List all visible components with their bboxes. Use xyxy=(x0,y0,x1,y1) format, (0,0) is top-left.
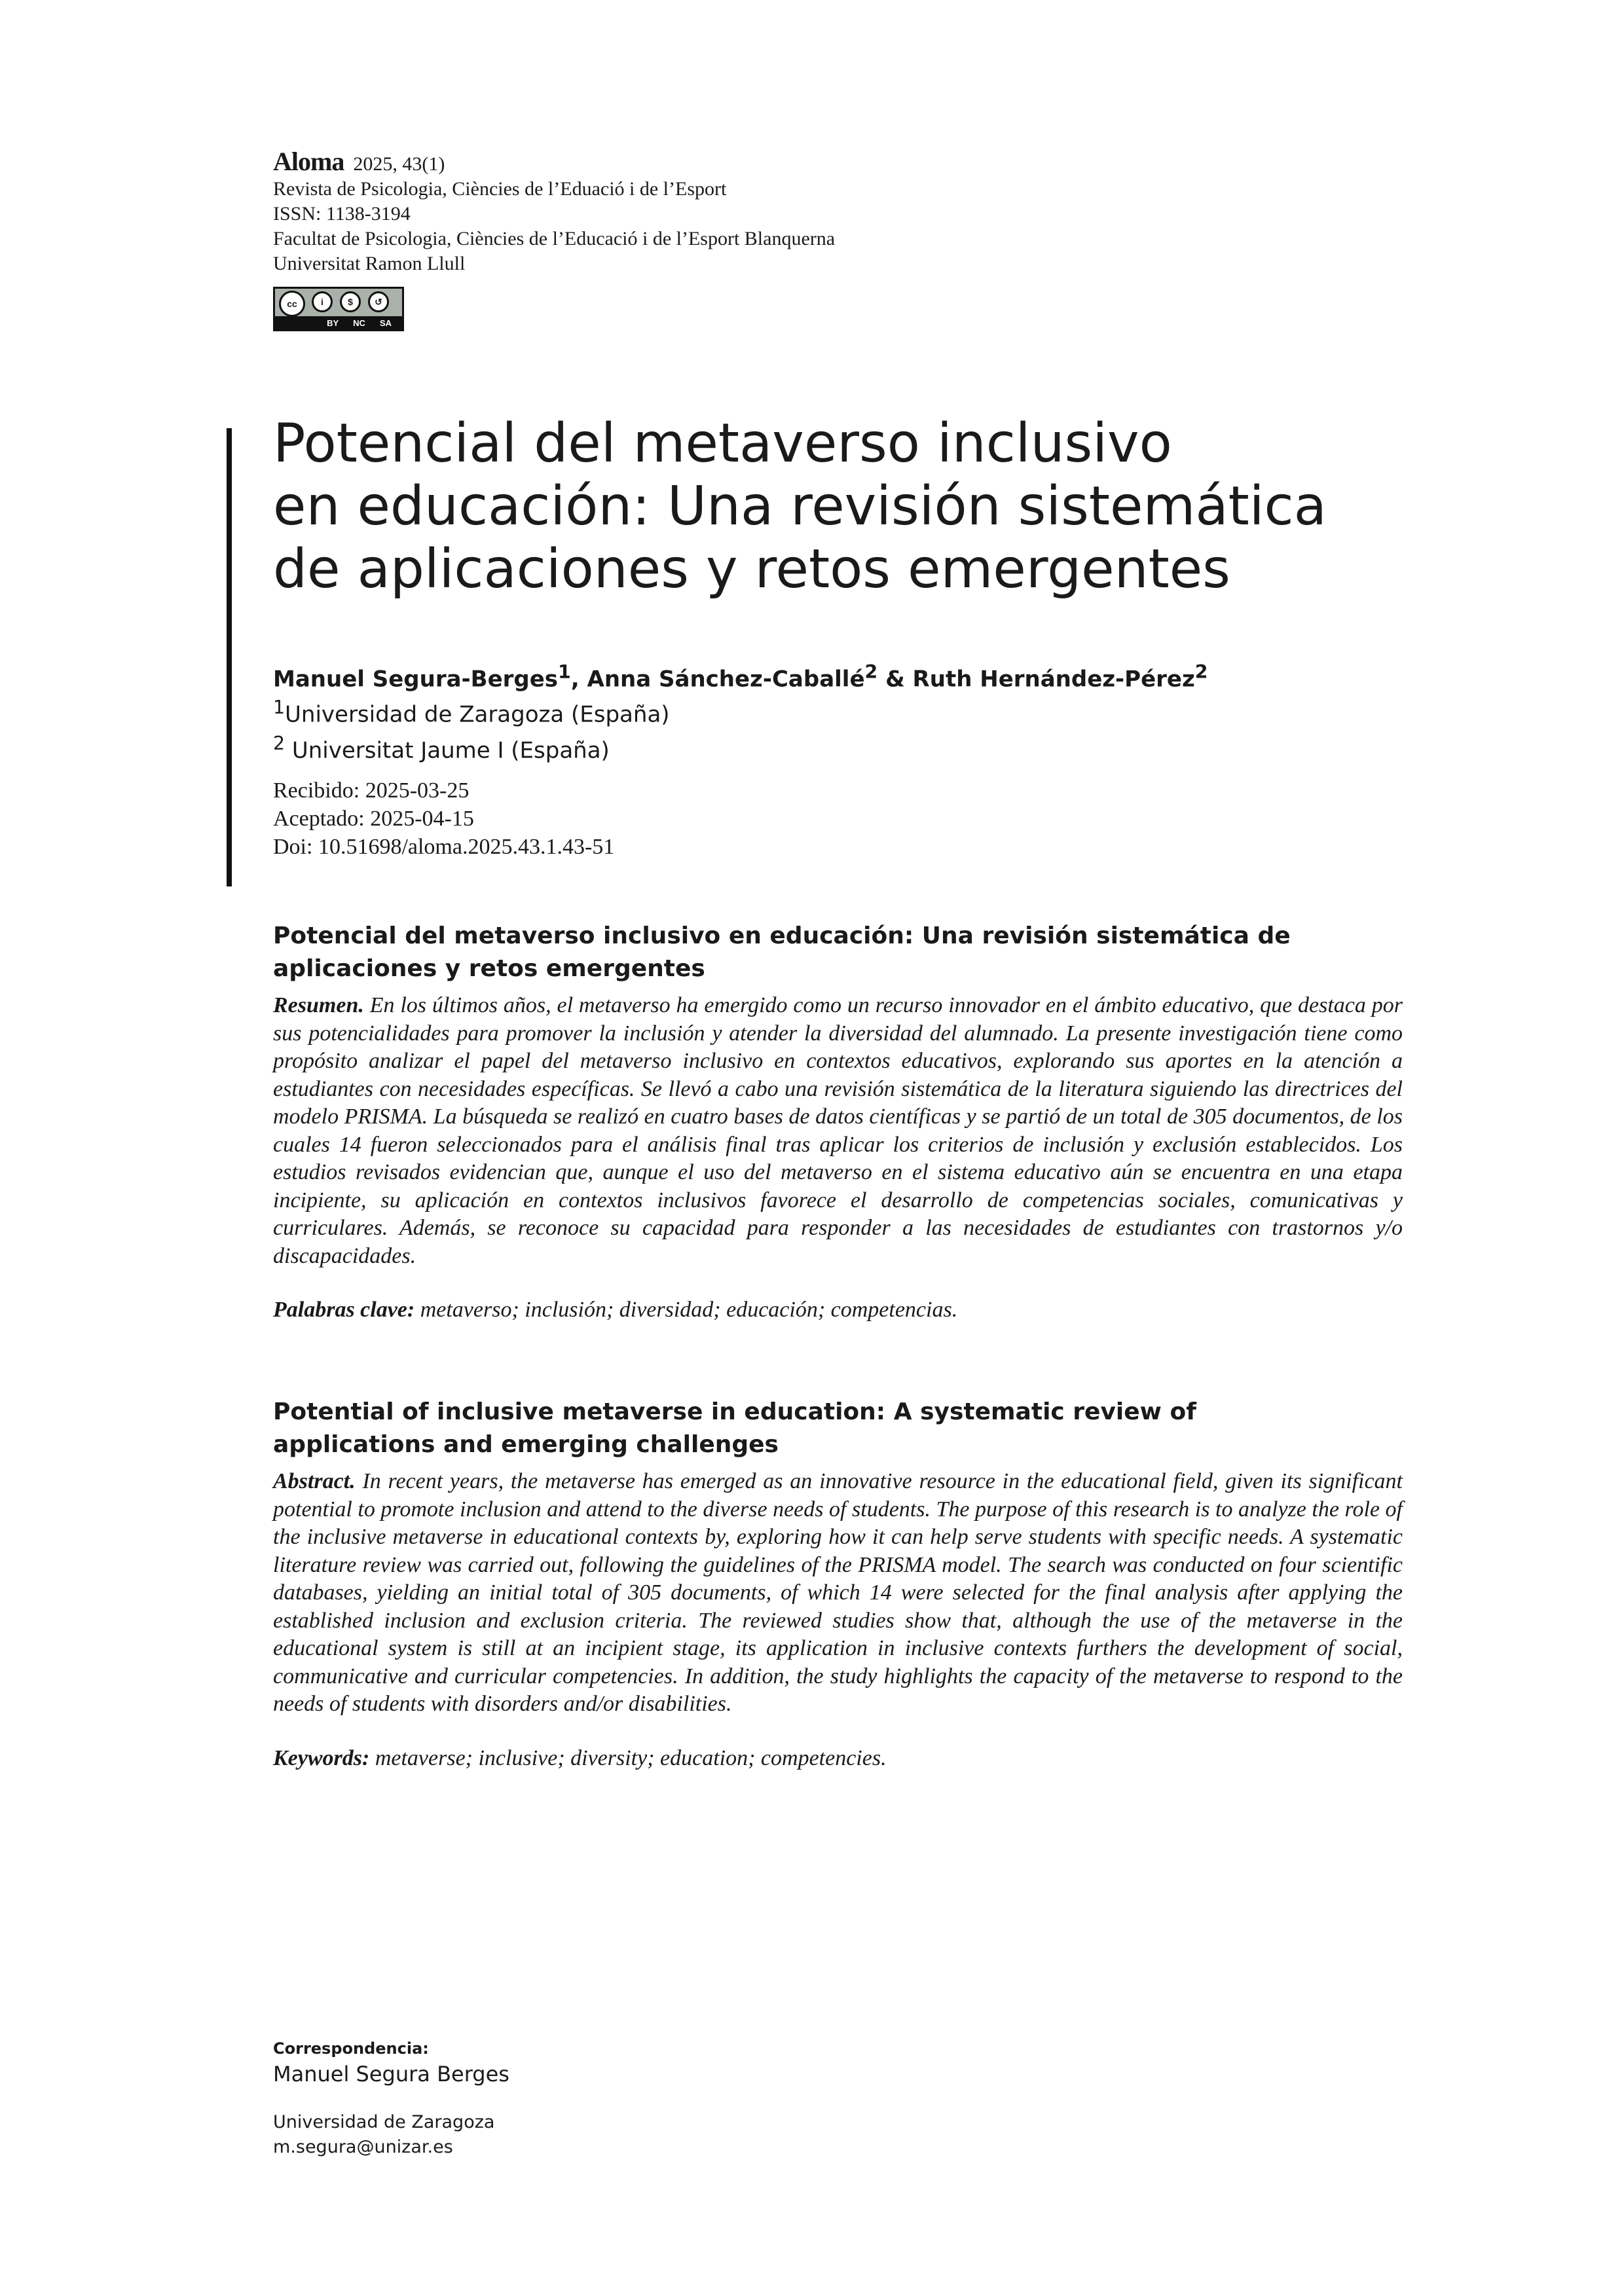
sa-icon: ↺ xyxy=(368,291,389,312)
keywords-label: Palabras clave: xyxy=(273,1298,415,1322)
author: , Anna Sánchez-Caballé xyxy=(570,666,865,693)
affil-text: Universidad de Zaragoza (España) xyxy=(285,701,670,728)
cc-icon: cc xyxy=(279,291,305,317)
article-title xyxy=(273,412,1517,601)
title-line: en educación: Una revisión sistemática xyxy=(273,475,1327,538)
correspondence-name: Manuel Segura Berges xyxy=(273,2062,509,2086)
author: Manuel Segura-Berges xyxy=(273,666,559,693)
correspondence-label: Correspondencia: xyxy=(273,2039,429,2058)
keywords-text: metaverse; inclusive; diversity; education; competencies. xyxy=(369,1745,887,1770)
nc-icon: $ xyxy=(340,291,361,312)
author: & Ruth Hernández-Pérez xyxy=(877,666,1195,693)
affil-mark: 1 xyxy=(273,697,286,719)
affil-mark: 2 xyxy=(864,661,878,683)
keywords-text: metaverso; inclusión; diversidad; educación; competencias. xyxy=(415,1298,958,1322)
correspondence xyxy=(273,2039,509,2160)
journal-issue: 2025, 43(1) xyxy=(353,153,445,175)
title-line: Potencial del metaverso inclusivo xyxy=(273,412,1172,475)
title-line: de aplicaciones y retos emergentes xyxy=(273,538,1230,600)
affiliation-1 xyxy=(273,693,1208,729)
title-rule xyxy=(227,428,232,886)
doi[interactable]: Doi: 10.51698/aloma.2025.43.1.43-51 xyxy=(273,835,615,859)
resumen-text: En los últimos años, el metaverso ha emergido como un recurso innovador en el ámbito educativo, que destaca por sus potencialidades para promover la inclusión y atender la diversidad del alumnado. La presente investigación tiene como propósito analizar el papel del metaverso inclusivo en contextos educativos, explorando sus aportes en la atención a estudiantes con necesidades específicas. Se llevó a cabo una revisión sistemática de la literatura siguiendo las directrices del modelo PRISMA. La búsqueda se realizó en cuatro bases de datos científicas y se partió de un total de 305 documentos, de los cuales 14 fueron seleccionados para el análisis final tras aplicar los criterios de inclusión y exclusión establecidos. Los estudios revisados evidencian que, aunque el uso del metaverso en el sistema educativo aún se encuentra en una etapa incipiente, su aplicación en contextos inclusivos favorece el desarrollo de competencias sociales, comunicativas y curriculares. Además, se reconoce su capacidad para responder a las necesidades de estudiantes con trastornos y/o discapacidades. xyxy=(273,993,1403,1268)
correspondence-email[interactable]: m.segura@unizar.es xyxy=(273,2137,453,2157)
journal-logo: Aloma xyxy=(273,147,344,176)
correspondence-institution: Universidad de Zaragoza xyxy=(273,2112,495,2132)
abstract-text: In recent years, the metaverse has emerged as an innovative resource in the educational field, given its significant potential to promote inclusion and attend to the diverse needs of students. The purpose of this research is to analyze the role of the inclusive metaverse in educational contexts by, exploring how it can help serve students with specific needs. A systematic literature review was carried out, following the guidelines of the PRISMA model. The search was conducted on four scientific databases, yielding an initial total of 305 documents, of which 14 were selected for the final analysis after applying the established inclusion and exclusion criteria. The reviewed studies show that, although the use of the metaverse in the educational system is still at an incipient stage, its application in inclusive contexts furthers the development of social, communicative and curricular competencies. In addition, the study highlights the capacity of the metaverse to respond to the needs of students with disorders and/or disabilities. xyxy=(273,1469,1403,1716)
spanish-abstract xyxy=(273,920,1403,1322)
english-title: Potential of inclusive metaverse in education: A systematic review of applications and emerging challenges xyxy=(273,1398,1196,1458)
abstract-label: Abstract. xyxy=(273,1469,356,1493)
dates-block xyxy=(273,776,614,861)
affil-mark: 2 xyxy=(273,732,286,754)
received-date: Recibido: 2025-03-25 xyxy=(273,778,470,803)
by-icon: i xyxy=(312,291,333,312)
keywords-label: Keywords: xyxy=(273,1745,370,1770)
english-abstract xyxy=(273,1396,1403,1771)
faculty: Facultat de Psicologia, Ciències de l’Educació i de l’Esport Blanquerna xyxy=(273,228,836,249)
issn: ISSN: 1138-3194 xyxy=(273,203,411,225)
affiliation-2 xyxy=(273,729,1208,765)
authors-block xyxy=(273,658,1208,765)
resumen-label: Resumen. xyxy=(273,993,364,1017)
author-list xyxy=(273,658,1208,693)
by-label: BY xyxy=(327,318,339,328)
affil-text: Universitat Jaume I (España) xyxy=(285,737,610,763)
cc-license-badge xyxy=(273,287,404,331)
journal-name: Revista de Psicologia, Ciències de l’Eduació i de l’Esport xyxy=(273,178,727,200)
sa-label: SA xyxy=(379,318,392,328)
spanish-title: Potencial del metaverso inclusivo en educación: Una revisión sistemática de aplicaciones y retos emergentes xyxy=(273,922,1291,982)
nc-label: NC xyxy=(353,318,365,328)
affil-mark: 1 xyxy=(558,661,571,683)
affil-mark: 2 xyxy=(1194,661,1208,683)
accepted-date: Aceptado: 2025-04-15 xyxy=(273,807,474,831)
university: Universitat Ramon Llull xyxy=(273,253,466,274)
journal-header xyxy=(273,149,835,276)
